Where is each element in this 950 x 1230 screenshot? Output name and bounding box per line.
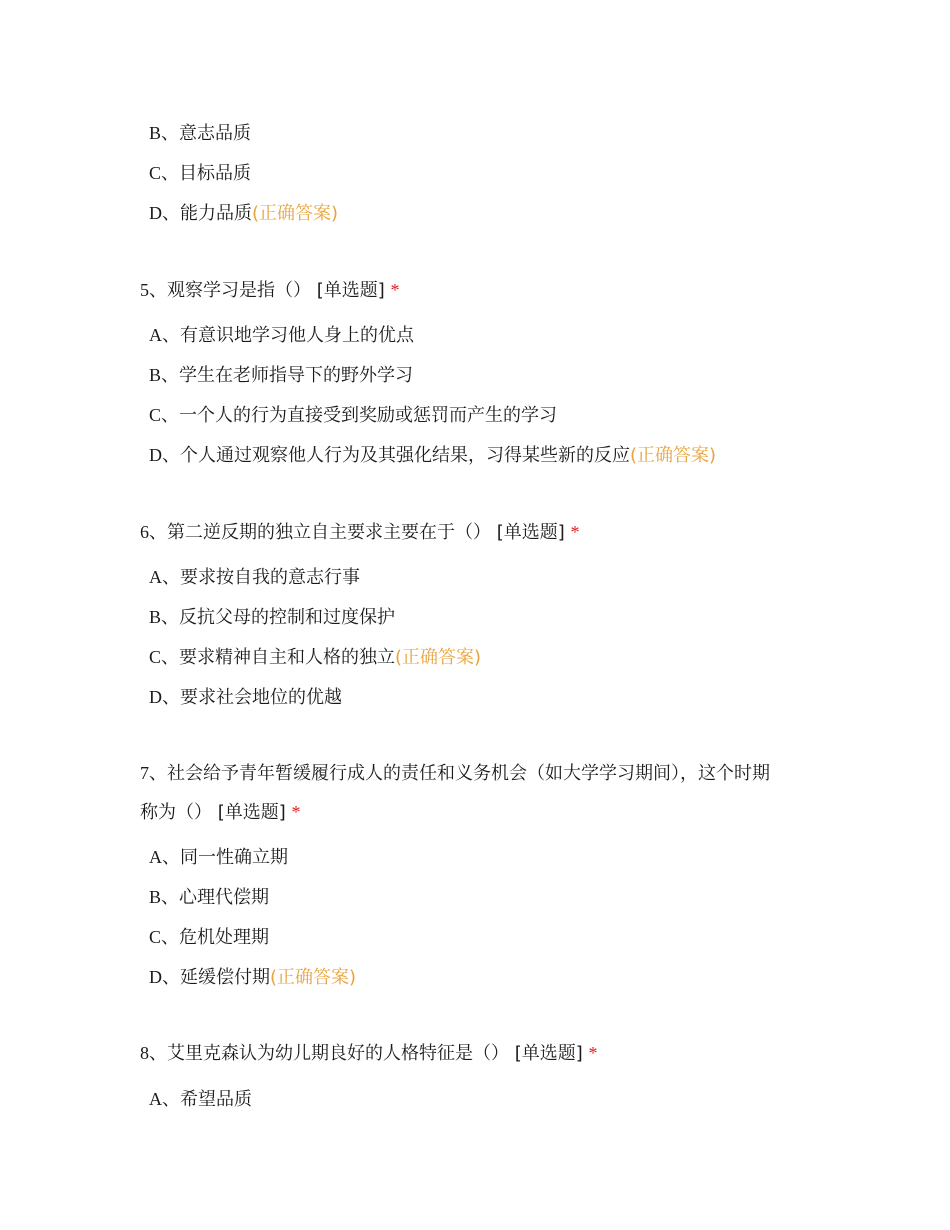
option-text: 学生在老师指导下的野外学习	[179, 365, 414, 386]
q6-option-c	[149, 645, 481, 670]
option-text: 心理代偿期	[179, 887, 270, 908]
question-number: 7、	[140, 763, 167, 783]
option-text: 反抗父母的控制和过度保护	[179, 607, 396, 628]
q8-option-a	[149, 1087, 252, 1112]
option-text: 能力品质	[180, 203, 252, 224]
option-letter: B、	[149, 887, 180, 907]
required-mark: *	[570, 522, 580, 542]
option-letter: B、	[149, 123, 180, 143]
question-type-label: [单选题]	[514, 1043, 583, 1064]
option-text: 要求精神自主和人格的独立	[179, 647, 396, 668]
q5-option-c	[149, 403, 557, 428]
q5-option-b	[149, 363, 413, 388]
q4-option-b	[149, 121, 251, 146]
q4-option-d	[149, 201, 338, 226]
option-letter: D、	[149, 687, 180, 707]
option-text: 危机处理期	[179, 927, 270, 948]
option-letter: C、	[149, 405, 180, 425]
option-letter: C、	[149, 927, 180, 947]
correct-answer-label: (正确答案)	[270, 967, 357, 988]
question-text: 艾里克森认为幼儿期良好的人格特征是（）	[167, 1043, 509, 1064]
q6-title	[140, 520, 580, 545]
q5-option-a	[149, 323, 414, 348]
option-letter: A、	[149, 1089, 180, 1109]
option-letter: B、	[149, 365, 180, 385]
correct-answer-label: (正确答案)	[395, 647, 482, 668]
option-text: 有意识地学习他人身上的优点	[180, 325, 414, 346]
option-letter: C、	[149, 163, 180, 183]
correct-answer-label: (正确答案)	[630, 445, 717, 466]
q7-option-a	[149, 845, 288, 870]
q7-option-d	[149, 965, 356, 990]
option-letter: A、	[149, 847, 180, 867]
option-text: 延缓偿付期	[180, 967, 270, 988]
question-number: 5、	[140, 280, 167, 300]
question-text: 观察学习是指（）	[167, 280, 311, 301]
question-type-label: [单选题]	[316, 280, 385, 301]
q5-option-d	[149, 443, 716, 468]
required-mark: *	[390, 280, 400, 300]
q4-option-c	[149, 161, 251, 186]
q7-option-c	[149, 925, 269, 950]
q6-option-b	[149, 605, 395, 630]
required-mark: *	[291, 802, 301, 822]
option-letter: A、	[149, 325, 180, 345]
option-letter: D、	[149, 445, 180, 465]
option-text: 要求按自我的意志行事	[180, 567, 360, 588]
option-text: 一个人的行为直接受到奖励或惩罚而产生的学习	[179, 405, 558, 426]
question-number: 8、	[140, 1043, 167, 1063]
required-mark: *	[588, 1043, 598, 1063]
correct-answer-label: (正确答案)	[252, 203, 339, 224]
q6-option-a	[149, 565, 360, 590]
question-text: 社会给予青年暂缓履行成人的责任和义务机会（如大学学习期间），这个时期	[167, 763, 770, 784]
option-text: 目标品质	[179, 163, 252, 184]
option-letter: C、	[149, 647, 180, 667]
q7-title-line2	[140, 800, 301, 825]
option-letter: D、	[149, 967, 180, 987]
q6-option-d	[149, 685, 342, 710]
question-text: 第二逆反期的独立自主要求主要在于（）	[167, 522, 491, 543]
question-type-label: [单选题]	[217, 802, 286, 823]
q8-title	[140, 1041, 598, 1066]
option-text: 个人通过观察他人行为及其强化结果，习得某些新的反应	[180, 445, 630, 466]
q7-option-b	[149, 885, 269, 910]
option-text: 要求社会地位的优越	[180, 687, 342, 708]
option-text: 意志品质	[179, 123, 252, 144]
question-text-continued: 称为（）	[140, 802, 212, 823]
option-letter: A、	[149, 567, 180, 587]
option-text: 希望品质	[180, 1089, 252, 1110]
question-type-label: [单选题]	[496, 522, 565, 543]
question-number: 6、	[140, 522, 167, 542]
q5-title	[140, 278, 400, 303]
option-letter: B、	[149, 607, 180, 627]
option-text: 同一性确立期	[180, 847, 288, 868]
option-letter: D、	[149, 203, 180, 223]
q7-title-line1	[140, 761, 770, 786]
